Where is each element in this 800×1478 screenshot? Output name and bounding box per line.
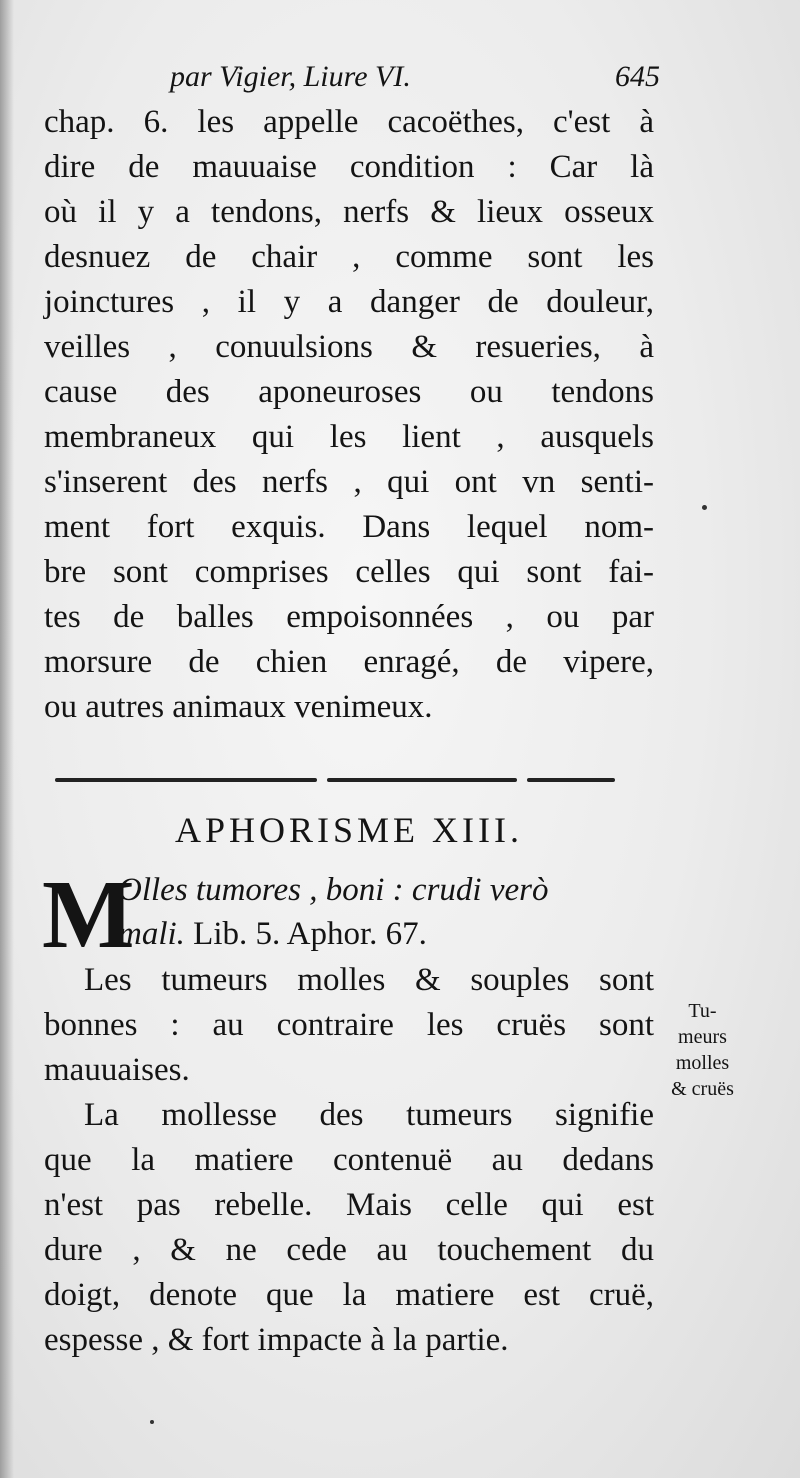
running-head-title: par Vigier, Liure VI. [170, 60, 411, 93]
margin-note-line: & cruës [671, 1078, 734, 1100]
text-line: desnuez de chair , comme sont les [44, 239, 654, 275]
drop-cap: M [42, 861, 135, 969]
divider-rule-middle [327, 778, 517, 782]
running-head [170, 60, 660, 100]
text-line: mauuaises. [44, 1052, 190, 1088]
margin-note-line: molles [675, 1052, 730, 1074]
text-line: Les tumeurs molles & souples sont [84, 962, 654, 998]
page-number: 645 [615, 60, 660, 93]
section-heading: APHORISME XIII. [175, 810, 523, 850]
top-paragraph [44, 100, 654, 730]
text-line: bre sont comprises celles qui sont fai- [44, 554, 654, 590]
divider-rule-left [55, 778, 317, 782]
ink-speck [702, 505, 707, 510]
aphorism-latin-end: mali. [118, 916, 185, 952]
text-line: ment fort exquis. Dans lequel nom- [44, 509, 654, 545]
margin-note-line: Tu- [688, 1000, 717, 1022]
margin-note-line: meurs [678, 1026, 727, 1048]
text-line: dure , & ne cede au touchement du [44, 1232, 654, 1268]
text-line: doigt, denote que la matiere est cruë, [44, 1277, 654, 1313]
text-line: ou autres animaux venimeux. [44, 689, 433, 725]
text-line: tes de balles empoisonnées , ou par [44, 599, 654, 635]
text-line: dire de mauuaise condition : Car là [44, 149, 654, 185]
page-edge-shadow [0, 0, 14, 1478]
bottom-paragraphs [44, 958, 654, 1363]
text-line: chap. 6. les appelle cacoëthes, c'est à [44, 104, 654, 140]
text-line: veilles , conuulsions & resueries, à [44, 329, 654, 365]
text-line: espesse , & fort impacte à la partie. [44, 1322, 509, 1358]
text-line: que la matiere contenuë au dedans [44, 1142, 654, 1178]
text-line: membraneux qui les lient , ausquels [44, 419, 654, 455]
text-line: bonnes : au contraire les cruës sont [44, 1007, 654, 1043]
text-line: où il y a tendons, nerfs & lieux osseux [44, 194, 654, 230]
aphorism-reference: Lib. 5. Aphor. 67. [193, 916, 427, 952]
aphorism-latin-line: Olles tumores , boni : crudi verò [118, 872, 549, 908]
ink-speck [150, 1420, 154, 1424]
text-line: joinctures , il y a danger de douleur, [44, 284, 654, 320]
aphorism-reference-line [118, 912, 654, 957]
text-line: La mollesse des tumeurs signifie [84, 1097, 654, 1133]
text-line: s'inserent des nerfs , qui ont vn senti- [44, 464, 654, 500]
divider-rule-right [527, 778, 615, 782]
text-line: n'est pas rebelle. Mais celle qui est [44, 1187, 654, 1223]
section-divider [55, 775, 615, 785]
text-line: cause des aponeuroses ou tendons [44, 374, 654, 410]
margin-note [655, 998, 750, 1102]
text-line: morsure de chien enragé, de vipere, [44, 644, 654, 680]
